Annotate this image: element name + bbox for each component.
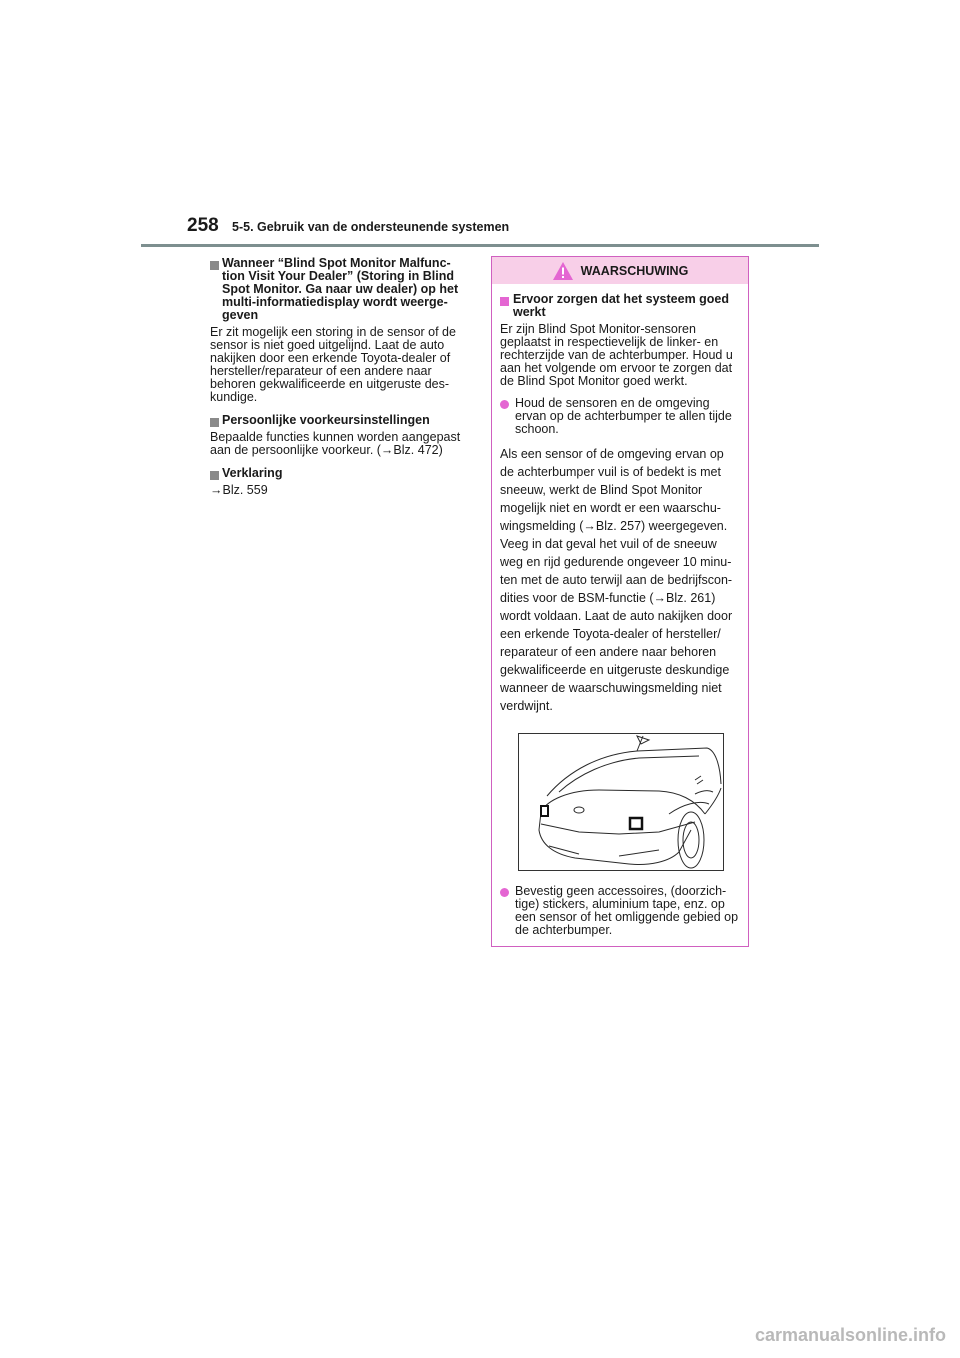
bullet-no-accessories-text: Bevestig geen accessoires, (doorzich-tige) stickers, aluminium tape, enz. op een sensor of het omliggende gebied op de achterbumper. bbox=[515, 884, 739, 937]
left-column bbox=[210, 257, 468, 507]
bullet-keep-clean bbox=[500, 397, 740, 436]
warning-topic bbox=[500, 293, 740, 319]
personal-settings-text: Bepaalde functies kunnen worden aangepast aan de persoonlijke voorkeur. (→Blz. 472) bbox=[210, 430, 461, 457]
warning-triangle-icon bbox=[552, 261, 574, 281]
square-bullet-icon bbox=[500, 297, 509, 306]
car-rear-illustration bbox=[518, 733, 724, 871]
topic-malfunction-heading: Wanneer “Blind Spot Monitor Malfunc-tion Visit Your Dealer” (Storing in Blind Spot Monitor. Ga naar uw dealer) op het multi-informatiedisplay wordt weerge-geven bbox=[222, 256, 459, 322]
watermark-logo: carmanualsonline.info bbox=[754, 1325, 946, 1345]
round-bullet-icon bbox=[500, 400, 509, 409]
square-bullet-icon bbox=[210, 418, 219, 427]
warning-intro: Er zijn Blind Spot Monitor-sensoren geplaatst in respectievelijk de linker- en rechterzijde van de achterbumper. Houd u aan het volgende om ervoor te zorgen dat de Blind Spot Monitor goed werkt. bbox=[500, 322, 733, 388]
warning-title: WAARSCHUWING bbox=[580, 263, 689, 278]
car-rear-drawing bbox=[519, 734, 723, 870]
topic-declaration-heading: Verklaring bbox=[222, 466, 283, 480]
warning-dirty-sensor-text: Als een sensor of de omgeving ervan op de achterbumper vuil is of bedekt is met sneeuw, werkt de Blind Spot Monitor mogelijk niet en wordt er een waarschu-wingsmelding (→Blz. 257) weergegeven. Veeg in dat geval het vuil of de sneeuw weg en rijd gedurende ongeveer 10 minu-ten met de auto terwijl aan de bedrijfscon-dities voor de BSM-functie (→Blz. 261) wordt voldaan. Laat de auto nakijken door een erkende Toyota-dealer of hersteller/ reparateur of een andere naar behoren gekwalificeerde en uitgeruste deskundige wanneer de waarschuwingsmelding niet verdwijnt. bbox=[500, 447, 733, 713]
page-number: 258 bbox=[187, 215, 219, 236]
section-title: 5-5. Gebruik van de ondersteunende systemen bbox=[232, 220, 510, 234]
square-bullet-icon bbox=[210, 471, 219, 480]
bullet-no-accessories bbox=[500, 885, 740, 937]
header-rule bbox=[141, 244, 819, 247]
round-bullet-icon bbox=[500, 888, 509, 897]
bullet-keep-clean-text: Houd de sensoren en de omgeving ervan op de achterbumper te allen tijde schoon. bbox=[515, 396, 732, 436]
warning-topic-heading: Ervoor zorgen dat het systeem goed werkt bbox=[513, 292, 730, 319]
warning-body bbox=[492, 284, 748, 937]
malfunction-text: Er zit mogelijk een storing in de sensor of de sensor is niet goed uitgelijnd. Laat de auto nakijken door een erkende Toyota-dealer of hersteller/reparateur of een andere naar behoren gekwalificeerde en uitgeruste des-kundige. bbox=[210, 325, 456, 404]
topic-malfunction bbox=[210, 257, 468, 322]
warning-box bbox=[491, 256, 749, 947]
warning-header bbox=[492, 257, 748, 284]
topic-personal-settings bbox=[210, 414, 468, 427]
declaration-text: →Blz. 559 bbox=[210, 483, 268, 497]
topic-declaration bbox=[210, 467, 468, 480]
square-bullet-icon bbox=[210, 261, 219, 270]
topic-personal-settings-heading: Persoonlijke voorkeursinstellingen bbox=[222, 413, 430, 427]
